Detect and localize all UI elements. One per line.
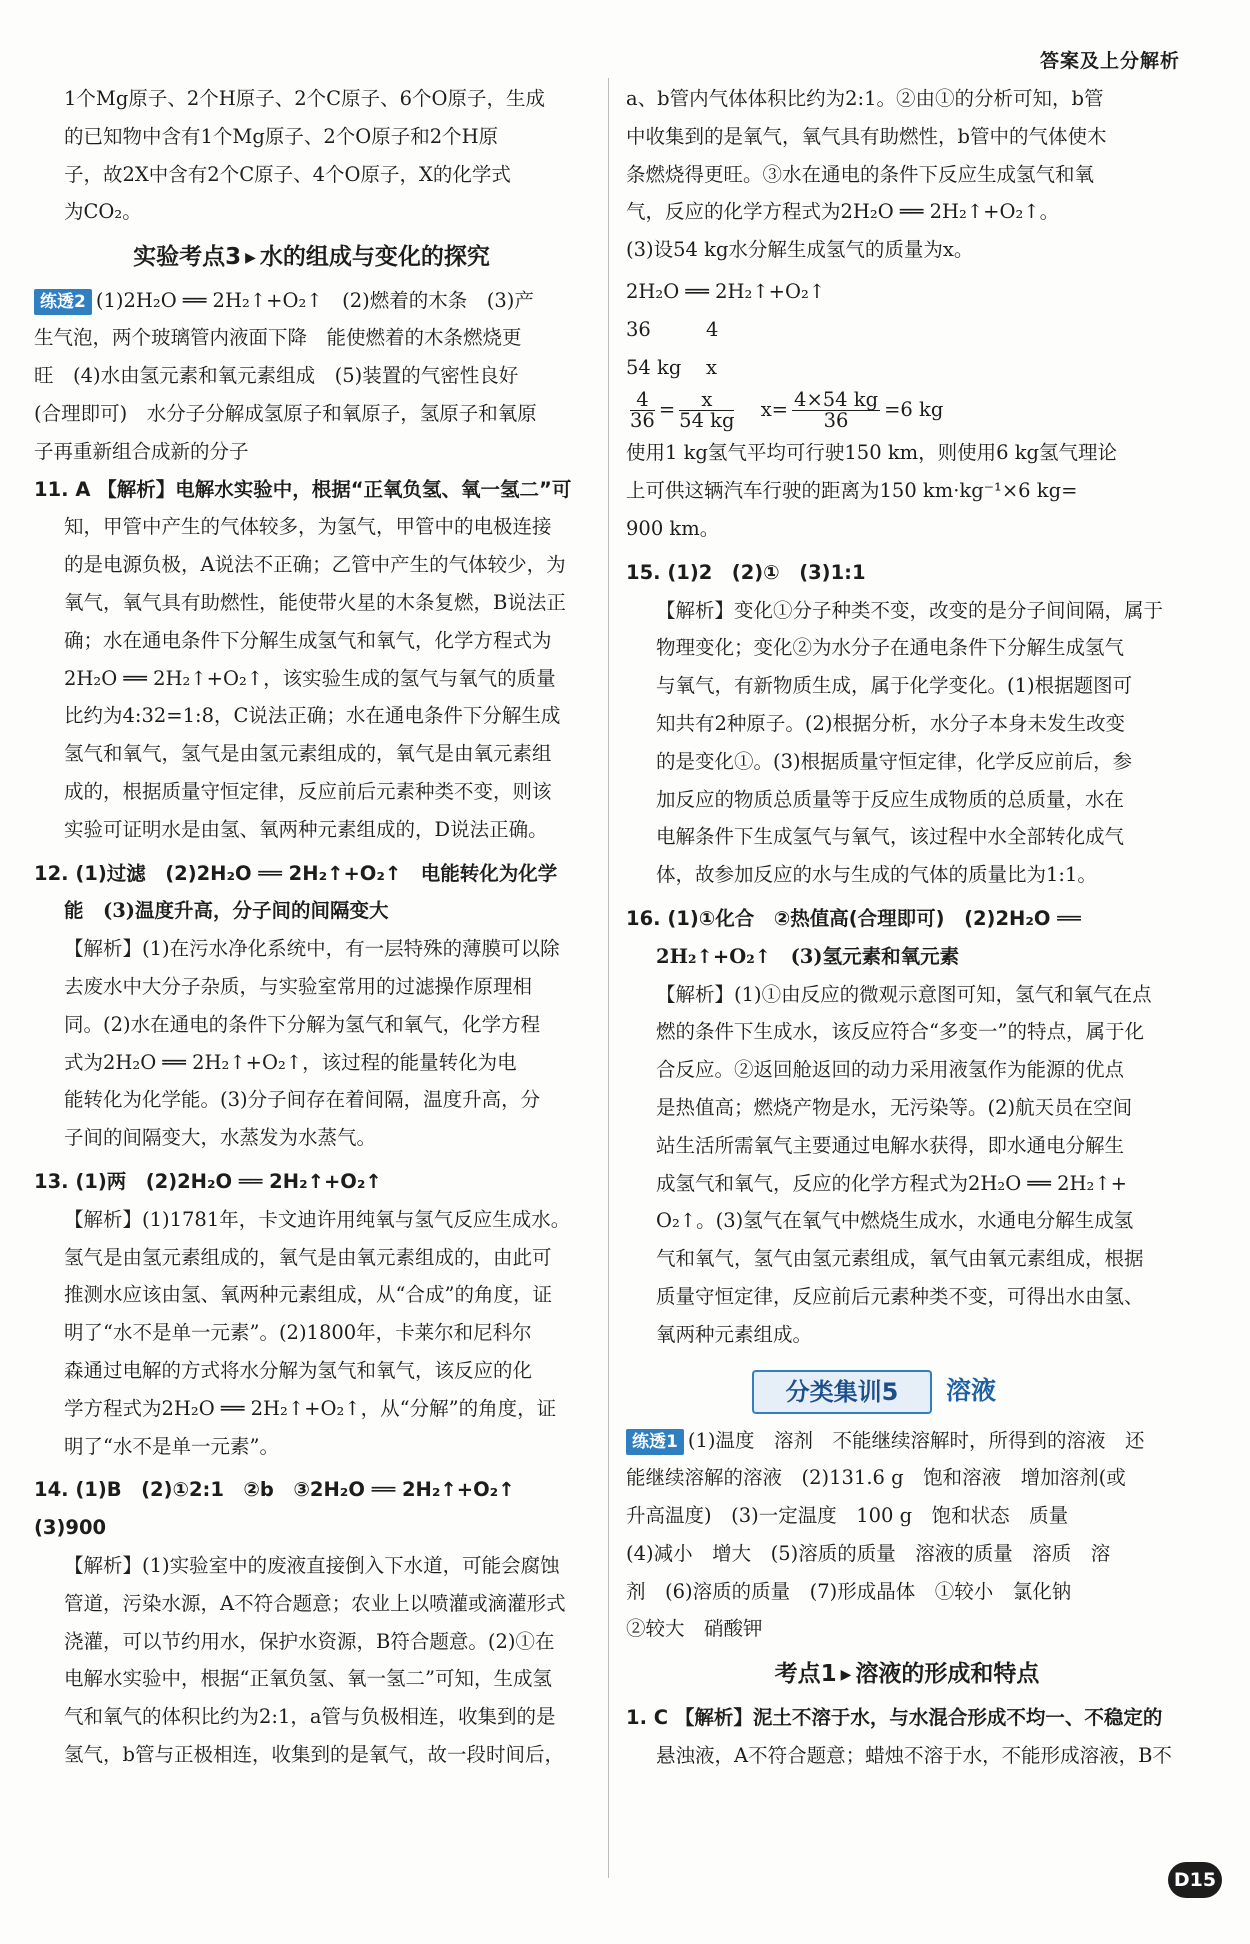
intro-block — [34, 80, 589, 231]
text-line: ②较大 硝酸钾 — [626, 1617, 763, 1641]
section-number: 考点1 — [774, 1661, 837, 1688]
text-line: 站生活所需氧气主要通过电解水获得，即水通电分解生 — [656, 1133, 1125, 1157]
triangle-arrow-icon: ▶ — [840, 1666, 852, 1683]
text-line: 13. (1)两 (2)2H₂O ══ 2H₂↑+O₂↑ — [34, 1170, 382, 1194]
text-line: 知共有2种原子。(2)根据分析，水分子本身未发生改变 — [656, 711, 1126, 735]
text-line: 能继续溶解的溶液 (2)131.6 g 饱和溶液 增加溶剂(或 — [626, 1466, 1126, 1490]
text-line: 电解水实验中，根据“正氧负氢、氧一氢二”可知，生成氢 — [64, 1667, 552, 1691]
text-line: 【解析】变化①分子种类不变，改变的是分子间间隔，属于 — [656, 598, 1164, 622]
triangle-arrow-icon: ▶ — [245, 249, 256, 266]
text-line: 浇灌，可以节约用水，保护水资源，B符合题意。(2)①在 — [64, 1629, 555, 1653]
text-line: 加反应的物质总质量等于反应生成物质的总质量，水在 — [656, 787, 1125, 811]
text-line: (1)2H₂O ══ 2H₂↑+O₂↑ (2)燃着的木条 (3)产 — [95, 288, 534, 312]
question-14-continued — [626, 80, 1188, 269]
numerator: x — [679, 390, 734, 411]
calc-value: 54 kg — [626, 355, 682, 379]
text-line: 体，故参加反应的水与生成的气体的质量比为1:1。 — [656, 863, 1097, 887]
text-line: 气和氧气，氢气由氢元素组成，氧气由氧元素组成，根据 — [656, 1247, 1144, 1271]
text-line: 使用1 kg氢气平均可行驶150 km，则使用6 kg氢气理论 — [626, 441, 1118, 465]
denominator: 36 — [823, 409, 849, 433]
text-line: 16. (1)①化合 ②热值高(合理即可) (2)2H₂O ══ — [626, 906, 1081, 930]
text-line: 【解析】(1)1781年，卡文迪许用纯氧与氢气反应生成水。 — [64, 1207, 571, 1231]
right-column — [626, 80, 1188, 1774]
fraction — [792, 390, 880, 431]
text-line: 旺 (4)水由氢元素和氧元素组成 (5)装置的气密性良好 — [34, 364, 519, 388]
question-16 — [626, 900, 1188, 1354]
practice-tag: 练透1 — [626, 1429, 684, 1455]
text-line: 的已知物中含有1个Mg原子、2个O原子和2个H原 — [64, 124, 499, 148]
text-line: 上可供这辆汽车行驶的距离为150 km·kg⁻¹×6 kg= — [626, 479, 1078, 503]
text-line: 条燃烧得更旺。③水在通电的条件下反应生成氢气和氧 — [626, 162, 1095, 186]
text-line: 升高温度) (3)一定温度 100 g 饱和状态 质量 — [626, 1504, 1069, 1528]
text-line: 比约为4:32=1:8，C说法正确；水在通电条件下分解生成 — [64, 704, 561, 728]
text-line: 【解析】(1)①由反应的微观示意图可知，氢气和氧气在点 — [656, 982, 1152, 1006]
text-line: 中收集到的是氧气，氧气具有助燃性，b管中的气体使木 — [626, 124, 1107, 148]
section-subtitle: 水的组成与变化的探究 — [259, 244, 490, 271]
text-line: 1. C 【解析】泥土不溶于水，与水混合形成不均一、不稳定的 — [626, 1705, 1163, 1729]
text-line: 合反应。②返回舱返回的动力采用液氢作为能源的优点 — [656, 1058, 1125, 1082]
text-line: 明了“水不是单一元素”。(2)1800年，卡莱尔和尼科尔 — [64, 1321, 532, 1345]
text-line: 能转化为化学能。(3)分子间存在着间隔，温度升高，分 — [64, 1088, 541, 1112]
calc-row — [626, 311, 1188, 349]
denominator: 54 kg — [679, 409, 735, 433]
text-line: 【解析】(1)实验室中的废液直接倒入下水道，可能会腐蚀 — [64, 1553, 560, 1577]
solve-prefix: x= — [760, 398, 789, 422]
text-line: 的是电源负极，A说法不正确；乙管中产生的气体较少，为 — [64, 553, 566, 577]
text-line: 成的，根据质量守恒定律，反应前后元素种类不变，则该 — [64, 780, 552, 804]
text-line: 管道，污染水源，A不符合题意；农业上以喷灌或滴灌形式 — [64, 1591, 566, 1615]
banner-name: 溶液 — [946, 1375, 997, 1405]
denominator: 36 — [630, 409, 655, 433]
calc-row — [626, 349, 1188, 387]
question-1 — [626, 1699, 1188, 1775]
banner-label: 分类集训5 — [752, 1370, 932, 1414]
text-line: 900 km。 — [626, 516, 720, 540]
text-line: 氢气和氧气，氢气是由氢元素组成的，氧气是由氧元素组 — [64, 742, 552, 766]
left-column — [34, 80, 589, 1774]
text-line: 剂 (6)溶质的质量 (7)形成晶体 ①较小 氯化钠 — [626, 1579, 1072, 1603]
numerator: 4×54 kg — [794, 388, 879, 412]
text-line: 去废水中大分子杂质，与实验室常用的过滤操作原理相 — [64, 975, 533, 999]
text-line: 质量守恒定律，反应前后元素种类不变，可得出水由氢、 — [656, 1284, 1144, 1308]
calc-equation: 2H₂O ══ 2H₂↑+O₂↑ — [626, 279, 826, 303]
category-banner — [742, 1370, 1072, 1414]
section-number: 实验考点3 — [133, 244, 242, 271]
fraction — [630, 390, 655, 431]
question-13 — [34, 1163, 589, 1465]
text-line: 11. A 【解析】电解水实验中，根据“正氧负氢、氧一氢二”可 — [34, 477, 572, 501]
text-line: (合理即可) 水分子分解成氢原子和氧原子，氢原子和氧原 — [34, 402, 537, 426]
text-line: 2H₂↑+O₂↑ (3)氢元素和氧元素 — [656, 944, 960, 968]
text-line: 氢气，b管与正极相连，收集到的是氧气，故一段时间后， — [64, 1742, 564, 1766]
page-number-badge: D15 — [1168, 1862, 1222, 1898]
text-line: 15. (1)2 (2)① (3)1:1 — [626, 560, 866, 584]
text-line: 子再重新组合成新的分子 — [34, 439, 249, 463]
text-line: 氧两种元素组成。 — [656, 1322, 813, 1346]
question-15 — [626, 554, 1188, 894]
calculation-block — [626, 273, 1188, 548]
fraction — [679, 390, 734, 431]
text-line: 子间的间隔变大，水蒸发为水蒸气。 — [64, 1126, 377, 1150]
text-line: 知，甲管中产生的气体较多，为氢气，甲管中的电极连接 — [64, 515, 552, 539]
section-heading-2 — [626, 1654, 1188, 1695]
text-line: a、b管内气体体积比约为2:1。②由①的分析可知，b管 — [626, 87, 1104, 110]
text-line: 悬浊液，A不符合题意；蜡烛不溶于水，不能形成溶液，B不 — [656, 1743, 1172, 1767]
text-line: 子，故2X中含有2个C原子、4个O原子，X的化学式 — [64, 162, 511, 186]
text-line: 氢气是由氢元素组成的，氧气是由氧元素组成的，由此可 — [64, 1245, 552, 1269]
text-line: 氧气，氧气具有助燃性，能使带火星的木条复燃，B说法正 — [64, 591, 566, 615]
calc-value: x — [706, 355, 717, 379]
text-line: 物理变化；变化②为水分子在通电条件下分解生成氢气 — [656, 636, 1125, 660]
text-line: 气，反应的化学方程式为2H₂O ══ 2H₂↑+O₂↑。 — [626, 200, 1060, 224]
practice-block-2 — [626, 1422, 1188, 1649]
text-line: 森通过电解的方式将水分解为氢气和氧气，该反应的化 — [64, 1359, 533, 1382]
numerator: 4 — [630, 390, 655, 411]
section-subtitle: 溶液的形成和特点 — [855, 1661, 1040, 1688]
text-line: 为CO₂。 — [64, 200, 142, 224]
solve-result: =6 kg — [884, 398, 944, 422]
question-12 — [34, 855, 589, 1157]
text-line: 与氧气，有新物质生成，属于化学变化。(1)根据题图可 — [656, 674, 1133, 698]
text-line: 推测水应该由氢、氧两种元素组成，从“合成”的角度，证 — [64, 1283, 552, 1307]
calc-ratio: $\frac{4}{36}$ = $\frac{x}{54 kg}$ x= $\frac{4\times 54 kg}{36}$ =6 kg — [630, 388, 944, 433]
question-14 — [34, 1471, 589, 1773]
text-line: 实验可证明水是由氢、氧两种元素组成的，D说法正确。 — [64, 817, 548, 841]
text-line: (3)设54 kg水分解生成氢气的质量为x。 — [626, 238, 974, 262]
text-line: (4)减小 增大 (5)溶质的质量 溶液的质量 溶质 溶 — [626, 1541, 1111, 1565]
text-line: 的是变化①。(3)根据质量守恒定律，化学反应前后，参 — [656, 749, 1133, 773]
text-line: 2H₂O ══ 2H₂↑+O₂↑，该实验生成的氢气与氧气的质量 — [64, 666, 556, 690]
text-line: 同。(2)水在通电的条件下分解为氢气和氧气，化学方程 — [64, 1012, 541, 1036]
text-line: 电解条件下生成氢气与氧气，该过程中水全部转化成气 — [656, 825, 1125, 849]
text-line: 【解析】(1)在污水净化系统中，有一层特殊的薄膜可以除 — [64, 937, 560, 961]
text-line: 是热值高；燃烧产物是水，无污染等。(2)航天员在空间 — [656, 1095, 1133, 1119]
text-line: 确；水在通电条件下分解生成氢气和氧气，化学方程式为 — [64, 628, 552, 652]
text-line: 生气泡，两个玻璃管内液面下降 能使燃着的木条燃烧更 — [34, 326, 522, 350]
text-line: 14. (1)B (2)①2:1 ②b ③2H₂O ══ 2H₂↑+O₂↑ (3)900 — [34, 1478, 535, 1540]
calc-value: 4 — [706, 317, 719, 341]
section-heading — [34, 237, 589, 278]
text-line: 明了“水不是单一元素”。 — [64, 1434, 279, 1458]
column-divider — [608, 78, 609, 1878]
text-line: O₂↑。(3)氢气在氧气中燃烧生成水，水通电分解生成氢 — [656, 1209, 1134, 1233]
text-line: 12. (1)过滤 (2)2H₂O ══ 2H₂↑+O₂↑ 电能转化为化学 — [34, 861, 558, 885]
practice-block — [34, 282, 589, 471]
text-line: 气和氧气的体积比约为2:1，a管与负极相连，收集到的是 — [64, 1705, 556, 1729]
calc-value: 36 — [626, 317, 651, 341]
text-line: 燃的条件下生成水，该反应符合“多变一”的特点，属于化 — [656, 1020, 1144, 1044]
text-line: 成氢气和氧气，反应的化学方程式为2H₂O ══ 2H₂↑+ — [656, 1171, 1127, 1195]
text-line: 能 (3)温度升高，分子间的间隔变大 — [64, 899, 389, 923]
text-line: 1个Mg原子、2个H原子、2个C原子、6个O原子，生成 — [64, 87, 545, 110]
text-line: 式为2H₂O ══ 2H₂↑+O₂↑，该过程的能量转化为电 — [64, 1050, 517, 1074]
text-line: 学方程式为2H₂O ══ 2H₂↑+O₂↑，从“分解”的角度，证 — [64, 1396, 557, 1420]
question-11 — [34, 471, 589, 849]
page-header-title: 答案及上分解析 — [1039, 50, 1180, 72]
text-line: (1)温度 溶剂 不能继续溶解时，所得到的溶液 还 — [687, 1428, 1145, 1452]
practice-tag: 练透2 — [34, 289, 92, 315]
